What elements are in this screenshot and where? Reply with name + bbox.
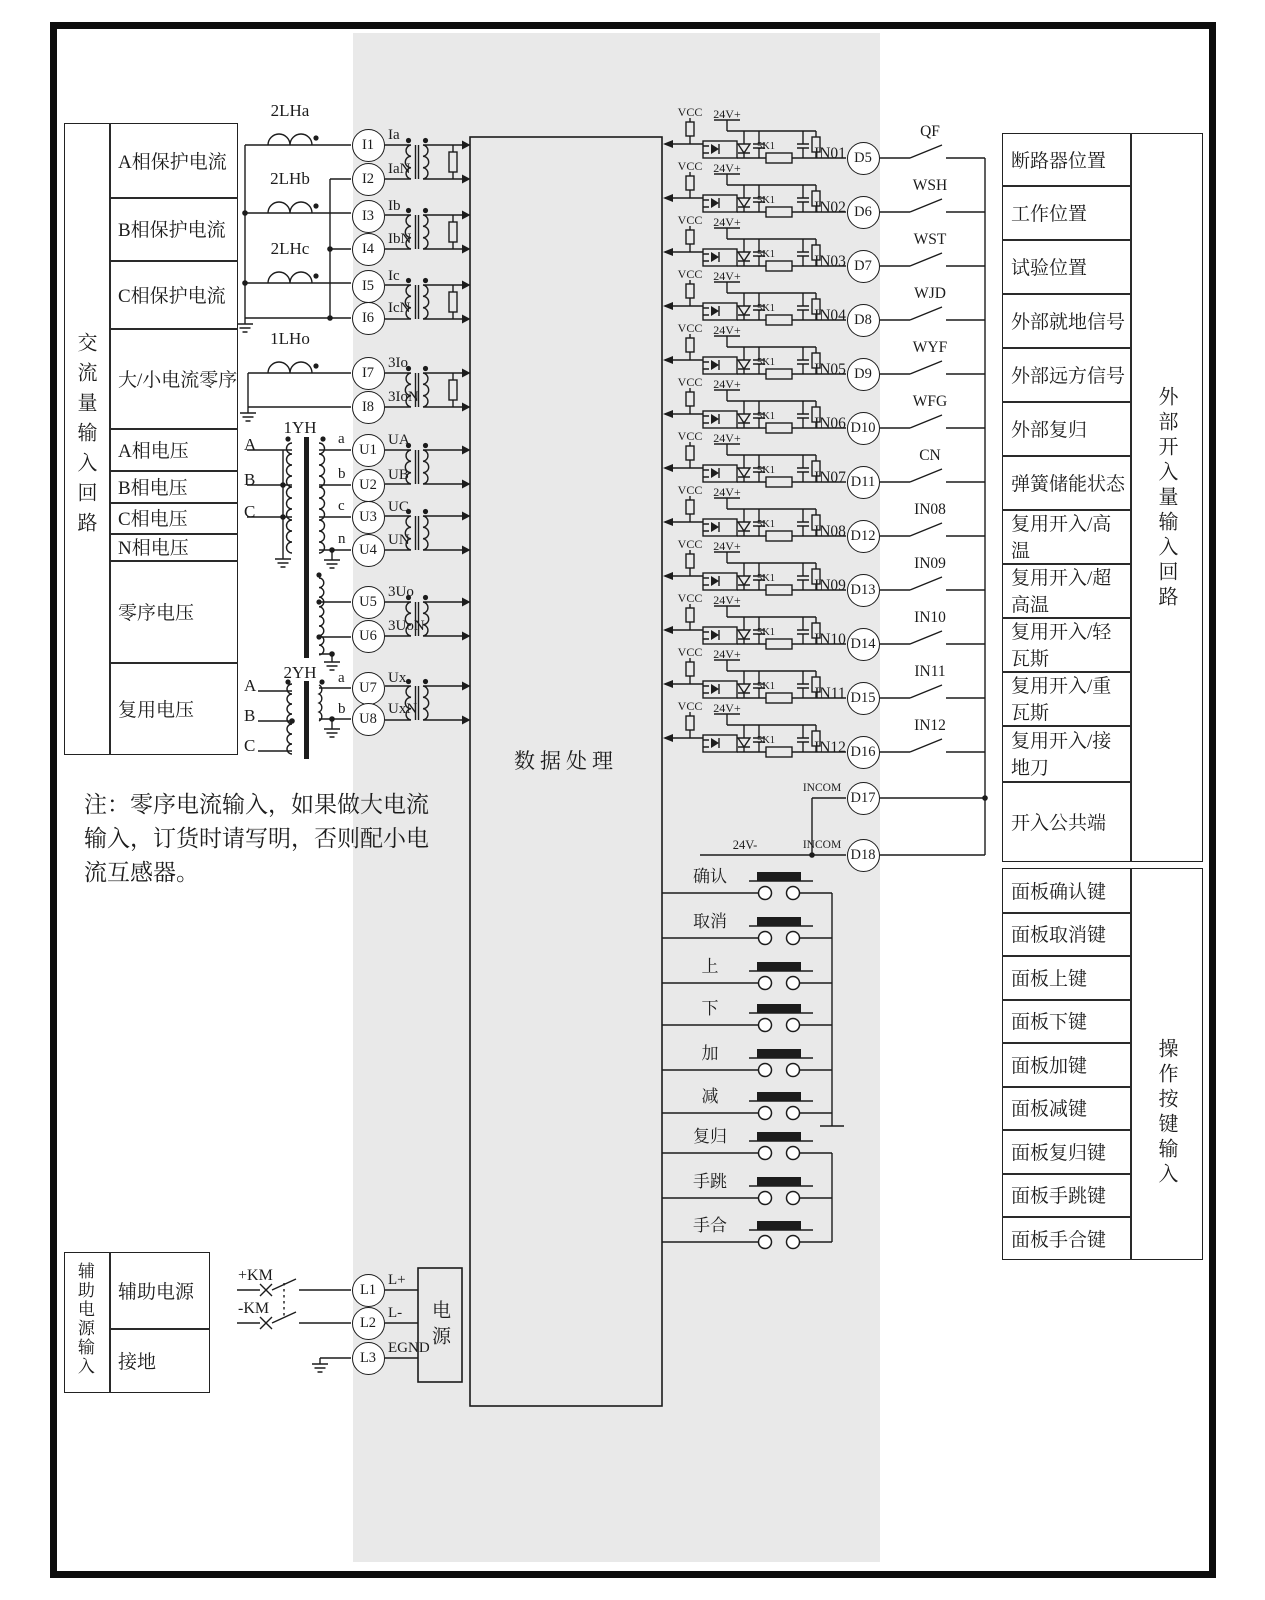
di-table-row-label: 复用开入/超高温 bbox=[1011, 568, 1112, 616]
di-table-row-label: 外部远方信号 bbox=[1011, 365, 1126, 387]
ct-label: 1LHo bbox=[270, 329, 310, 348]
input-net-label: IN09 bbox=[814, 577, 846, 594]
vcc-label: VCC bbox=[677, 537, 703, 551]
incom-label-d18: INCOM bbox=[802, 839, 842, 851]
keys-table-divider bbox=[1130, 868, 1132, 1260]
ac-group-label: 交流量输入回路 bbox=[74, 332, 96, 542]
keys-table-row-label: 面板取消键 bbox=[1011, 925, 1107, 946]
ac-table-row-label: N相电压 bbox=[118, 538, 189, 559]
keys-table-row-label: 面板手合键 bbox=[1011, 1229, 1107, 1251]
keys-table-row-label: 面板确认键 bbox=[1011, 881, 1107, 903]
terminal-voltage-2: U2 bbox=[352, 469, 385, 502]
terminal-current-5: I5 bbox=[352, 270, 385, 303]
vcc-label: VCC bbox=[677, 699, 703, 713]
input-net-label: IN08 bbox=[814, 523, 846, 540]
di-group-label: 外部开入量输入回路 bbox=[1155, 386, 1177, 611]
keys-table-row-label: 面板复归键 bbox=[1011, 1142, 1107, 1164]
res-5k1-label: 5K1 bbox=[756, 357, 776, 368]
switch-name-label: WJD bbox=[914, 285, 946, 302]
signal-label-current: IbN bbox=[388, 231, 412, 247]
km-plus-label: +KM bbox=[238, 1267, 273, 1284]
switch-name-label: IN09 bbox=[914, 555, 946, 572]
ct-label: 2LHb bbox=[270, 169, 310, 188]
terminal-di-14: D14 bbox=[847, 628, 880, 661]
di-table-row-label: 复用开入/重瓦斯 bbox=[1011, 676, 1112, 724]
signal-label-voltage: UN bbox=[388, 532, 410, 548]
vt2-secondary-tap: b bbox=[338, 701, 346, 717]
terminal-di-11: D11 bbox=[847, 466, 880, 499]
panel-button-label: 手合 bbox=[693, 1216, 727, 1235]
signal-label-power: L+ bbox=[388, 1272, 406, 1288]
v24-label: 24V+ bbox=[713, 593, 741, 607]
switch-name-label: CN bbox=[919, 447, 941, 464]
ac-table-row-label: 大/小电流零序 bbox=[118, 369, 238, 391]
terminal-di-9: D9 bbox=[847, 358, 880, 391]
input-net-label: IN06 bbox=[814, 415, 846, 432]
keys-table-row-label: 面板减键 bbox=[1011, 1099, 1088, 1120]
di-table-divider bbox=[1130, 133, 1132, 862]
input-net-label: IN05 bbox=[814, 361, 846, 378]
vt1-label: 1YH bbox=[283, 418, 317, 437]
vt2-primary-phase: B bbox=[244, 706, 256, 725]
di-table-row-label: 试验位置 bbox=[1011, 257, 1088, 279]
terminal-voltage-6: U6 bbox=[352, 620, 385, 653]
vt1-primary-phase: A bbox=[244, 435, 257, 454]
terminal-di-8: D8 bbox=[847, 304, 880, 337]
terminal-current-4: I4 bbox=[352, 233, 385, 266]
vt1-primary-phase: C bbox=[244, 502, 256, 521]
panel-button-label: 下 bbox=[701, 999, 719, 1018]
ac-table-row-label: A相保护电流 bbox=[118, 151, 227, 173]
terminal-voltage-4: U4 bbox=[352, 534, 385, 567]
switch-name-label: IN12 bbox=[914, 717, 946, 734]
v24-label: 24V+ bbox=[713, 215, 741, 229]
res-5k1-label: 5K1 bbox=[756, 627, 776, 638]
vt1-secondary-tap: b bbox=[338, 466, 346, 482]
ac-table-row-label: A相电压 bbox=[118, 440, 189, 462]
terminal-di-12: D12 bbox=[847, 520, 880, 553]
vcc-label: VCC bbox=[677, 105, 703, 119]
signal-label-voltage: UxN bbox=[388, 701, 418, 717]
ct-label: 2LHc bbox=[270, 239, 310, 258]
vt2-secondary-tap: a bbox=[338, 670, 345, 686]
panel-button-label: 减 bbox=[701, 1087, 719, 1106]
signal-label-current: IcN bbox=[388, 300, 411, 316]
terminal-current-2: I2 bbox=[352, 163, 385, 196]
res-5k1-label: 5K1 bbox=[756, 681, 776, 692]
terminal-voltage-3: U3 bbox=[352, 501, 385, 534]
switch-name-label: IN08 bbox=[914, 501, 946, 518]
vcc-label: VCC bbox=[677, 375, 703, 389]
v24-label: 24V+ bbox=[713, 107, 741, 121]
panel-button-label: 复归 bbox=[693, 1127, 727, 1146]
terminal-power-1: L1 bbox=[352, 1274, 385, 1307]
terminal-current-6: I6 bbox=[352, 302, 385, 335]
ac-table-row-label: B相保护电流 bbox=[118, 220, 226, 241]
terminal-di-10: D10 bbox=[847, 412, 880, 445]
incom-label-d17: INCOM bbox=[802, 782, 842, 794]
aux-table-row-label: 辅助电源 bbox=[118, 1281, 195, 1303]
v24-label: 24V+ bbox=[713, 647, 741, 661]
terminal-current-3: I3 bbox=[352, 200, 385, 233]
terminal-di-18: D18 bbox=[847, 839, 880, 872]
terminal-di-7: D7 bbox=[847, 250, 880, 283]
signal-label-current: 3IoN bbox=[388, 389, 419, 405]
terminal-power-3: L3 bbox=[352, 1342, 385, 1375]
v24-label: 24V+ bbox=[713, 431, 741, 445]
res-5k1-label: 5K1 bbox=[756, 141, 776, 152]
ac-table-row-label: 复用电压 bbox=[118, 700, 195, 721]
ac-table-row-label: C相保护电流 bbox=[118, 285, 226, 307]
input-net-label: IN12 bbox=[814, 739, 846, 756]
v24-label: 24V+ bbox=[713, 701, 741, 715]
panel-button-label: 上 bbox=[701, 957, 719, 976]
panel-button-label: 手跳 bbox=[693, 1172, 727, 1191]
keys-table-row-label: 面板上键 bbox=[1011, 968, 1088, 990]
res-5k1-label: 5K1 bbox=[756, 303, 776, 314]
vt2-primary-phase: A bbox=[244, 676, 257, 695]
terminal-current-7: I7 bbox=[352, 357, 385, 390]
res-5k1-label: 5K1 bbox=[756, 465, 776, 476]
terminal-voltage-8: U8 bbox=[352, 703, 385, 736]
di-table-row-label: 复用开入/轻瓦斯 bbox=[1011, 622, 1112, 670]
km-minus-label: -KM bbox=[238, 1300, 270, 1317]
terminal-voltage-7: U7 bbox=[352, 672, 385, 705]
vcc-label: VCC bbox=[677, 645, 703, 659]
v24-label: 24V+ bbox=[713, 323, 741, 337]
res-5k1-label: 5K1 bbox=[756, 411, 776, 422]
di-table-row-label: 工作位置 bbox=[1011, 203, 1088, 225]
keys-table-row-label: 面板手跳键 bbox=[1011, 1186, 1107, 1207]
signal-label-current: Ia bbox=[388, 127, 400, 143]
input-net-label: IN04 bbox=[814, 307, 846, 324]
keys-group-label: 操作按键输入 bbox=[1155, 1038, 1177, 1188]
panel-button-label: 加 bbox=[701, 1044, 719, 1063]
input-net-label: IN03 bbox=[814, 253, 846, 270]
ac-table-row-label: 零序电压 bbox=[118, 602, 195, 624]
keys-table-row-label: 面板加键 bbox=[1011, 1055, 1088, 1077]
di-table-row-label: 开入公共端 bbox=[1011, 813, 1107, 834]
v24neg-label: 24V- bbox=[732, 838, 758, 852]
data-box-label: 数据处理 bbox=[514, 749, 618, 773]
vt2-primary-phase: C bbox=[244, 736, 256, 755]
note-line-1: 注：零序电流输入，如果做大电流 bbox=[84, 792, 429, 817]
vt2-label: 2YH bbox=[283, 663, 317, 682]
vcc-label: VCC bbox=[677, 267, 703, 281]
terminal-voltage-1: U1 bbox=[352, 434, 385, 467]
power-box-label: 电源 bbox=[428, 1300, 450, 1352]
signal-label-current: Ic bbox=[388, 268, 400, 284]
switch-name-label: WSH bbox=[912, 177, 948, 194]
signal-label-current: Ib bbox=[388, 198, 401, 214]
vcc-label: VCC bbox=[677, 591, 703, 605]
res-5k1-label: 5K1 bbox=[756, 519, 776, 530]
vcc-label: VCC bbox=[677, 159, 703, 173]
res-5k1-label: 5K1 bbox=[756, 573, 776, 584]
di-table-row-label: 断路器位置 bbox=[1011, 150, 1107, 172]
terminal-di-13: D13 bbox=[847, 574, 880, 607]
signal-label-voltage: UB bbox=[388, 467, 409, 483]
terminal-voltage-5: U5 bbox=[352, 586, 385, 619]
v24-label: 24V+ bbox=[713, 161, 741, 175]
terminal-di-15: D15 bbox=[847, 682, 880, 715]
vcc-label: VCC bbox=[677, 483, 703, 497]
switch-name-label: IN11 bbox=[914, 663, 946, 680]
vcc-label: VCC bbox=[677, 213, 703, 227]
vt1-primary-phase: B bbox=[244, 470, 256, 489]
vt1-secondary-tap: c bbox=[338, 498, 345, 514]
v24-label: 24V+ bbox=[713, 269, 741, 283]
switch-name-label: WYF bbox=[912, 339, 948, 356]
switch-name-label: WFG bbox=[912, 393, 948, 410]
terminal-current-1: I1 bbox=[352, 129, 385, 162]
aux-table-row-label: 接地 bbox=[118, 1352, 157, 1373]
terminal-di-17: D17 bbox=[847, 782, 880, 815]
note-line-2: 输入，订货时请写明，否则配小电 bbox=[84, 826, 429, 851]
ac-table-row-label: B相电压 bbox=[118, 477, 188, 499]
v24-label: 24V+ bbox=[713, 485, 741, 499]
v24-label: 24V+ bbox=[713, 539, 741, 553]
panel-button-label: 取消 bbox=[693, 912, 727, 931]
signal-label-voltage: 3Uo bbox=[388, 584, 414, 600]
signal-label-power: EGND bbox=[388, 1340, 430, 1356]
vt1-secondary-tap: n bbox=[338, 531, 346, 547]
res-5k1-label: 5K1 bbox=[756, 195, 776, 206]
di-table-row-label: 外部就地信号 bbox=[1011, 311, 1126, 333]
input-net-label: IN11 bbox=[814, 685, 846, 702]
signal-label-voltage: UA bbox=[388, 432, 410, 448]
vt1-secondary-tap: a bbox=[338, 431, 345, 447]
switch-name-label: WST bbox=[913, 231, 947, 248]
input-net-label: IN01 bbox=[814, 145, 846, 162]
switch-name-label: QF bbox=[920, 123, 940, 140]
terminal-power-2: L2 bbox=[352, 1307, 385, 1340]
signal-label-voltage: Ux bbox=[388, 670, 407, 686]
v24-label: 24V+ bbox=[713, 377, 741, 391]
ac-table-row-label: C相电压 bbox=[118, 509, 188, 530]
panel-button-label: 确认 bbox=[693, 867, 727, 886]
keys-table-row-label: 面板下键 bbox=[1011, 1012, 1088, 1033]
terminal-di-5: D5 bbox=[847, 142, 880, 175]
note-line-3: 流互感器。 bbox=[84, 860, 199, 885]
signal-label-power: L- bbox=[388, 1305, 403, 1321]
signal-label-voltage: UC bbox=[388, 499, 409, 515]
aux-group-label: 辅助电源输入 bbox=[74, 1262, 94, 1376]
switch-name-label: IN10 bbox=[914, 609, 946, 626]
signal-label-voltage: 3UoN bbox=[388, 618, 425, 634]
di-table-row-label: 外部复归 bbox=[1011, 419, 1088, 441]
vcc-label: VCC bbox=[677, 321, 703, 335]
terminal-di-6: D6 bbox=[847, 196, 880, 229]
ct-label: 2LHa bbox=[270, 101, 310, 120]
signal-label-current: IaN bbox=[388, 161, 411, 177]
terminal-di-16: D16 bbox=[847, 736, 880, 769]
input-net-label: IN10 bbox=[814, 631, 846, 648]
di-table-row-label: 复用开入/高温 bbox=[1011, 514, 1112, 562]
signal-label-current: 3Io bbox=[388, 355, 408, 371]
input-net-label: IN02 bbox=[814, 199, 846, 216]
di-table-row-label: 复用开入/接地刀 bbox=[1011, 731, 1112, 779]
input-net-label: IN07 bbox=[814, 469, 846, 486]
terminal-current-8: I8 bbox=[352, 391, 385, 424]
res-5k1-label: 5K1 bbox=[756, 249, 776, 260]
vcc-label: VCC bbox=[677, 429, 703, 443]
res-5k1-label: 5K1 bbox=[756, 735, 776, 746]
di-table-row-label: 弹簧储能状态 bbox=[1011, 473, 1126, 495]
